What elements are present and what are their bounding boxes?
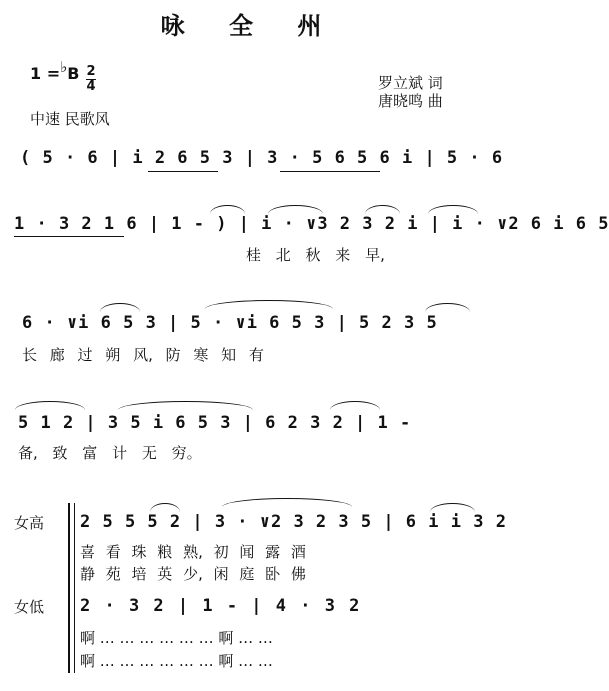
lyrics-row-2: 桂 北 秋 来 早, <box>246 246 385 264</box>
soprano-label: 女高 <box>14 514 45 532</box>
notation-row-4: 5 1 2 | 3 5 i 6 5 3 | 6 2 3 2 | 1 - <box>18 413 412 433</box>
notation-row-2: 1 · 3 2 1 6 | 1 - ) | i · ∨3 2 3 2 i | i · ∨2 6 i 6 5 <box>14 214 609 234</box>
page-title: 咏 全 州 <box>160 12 340 40</box>
alto-label: 女低 <box>14 598 45 616</box>
time-top: 2 <box>86 64 96 79</box>
staff-brace <box>68 503 72 673</box>
tempo-marking: 中速 民歌风 <box>30 110 110 128</box>
key-one-eq: 1 = <box>30 64 61 83</box>
soprano-lyrics-verse-2: 静 苑 培 英 少, 闲 庭 卧 佛 <box>80 565 306 583</box>
staff-brace-inner <box>74 503 77 673</box>
notation-row-1: ( 5 · 6 | i 2 6 5 3 | 3 · 5 6 5 6 i | 5 · 6 <box>20 148 504 168</box>
soprano-notation: 2 5 5 5 2 | 3 · ∨2 3 2 3 5 | 6 i i 3 2 <box>80 512 507 532</box>
alto-lyrics-verse-1: 啊 … … … … … … 啊 … … <box>80 629 273 647</box>
soprano-lyrics-verse-1: 喜 看 珠 粮 熟, 初 闻 露 酒 <box>80 543 306 561</box>
alto-notation: 2 · 3 2 | 1 - | 4 · 3 2 <box>80 596 362 616</box>
flat-sign: ♭ <box>60 58 68 76</box>
lyricist-credit: 罗立斌 词 <box>378 74 443 92</box>
composer-credit: 唐晓鸣 曲 <box>378 92 443 110</box>
key-note: B <box>67 64 80 83</box>
alto-lyrics-verse-2: 啊 … … … … … … 啊 … … <box>80 652 273 670</box>
lyrics-row-4: 备, 致 富 计 无 穷。 <box>18 444 202 462</box>
notation-row-3: 6 · ∨i 6 5 3 | 5 · ∨i 6 5 3 | 5 2 3 5 <box>22 313 438 333</box>
lyrics-row-3: 长 廊 过 朔 风, 防 寒 知 有 <box>22 346 264 364</box>
time-bottom: 4 <box>86 79 96 94</box>
key-signature <box>30 58 80 83</box>
time-signature <box>86 66 96 93</box>
